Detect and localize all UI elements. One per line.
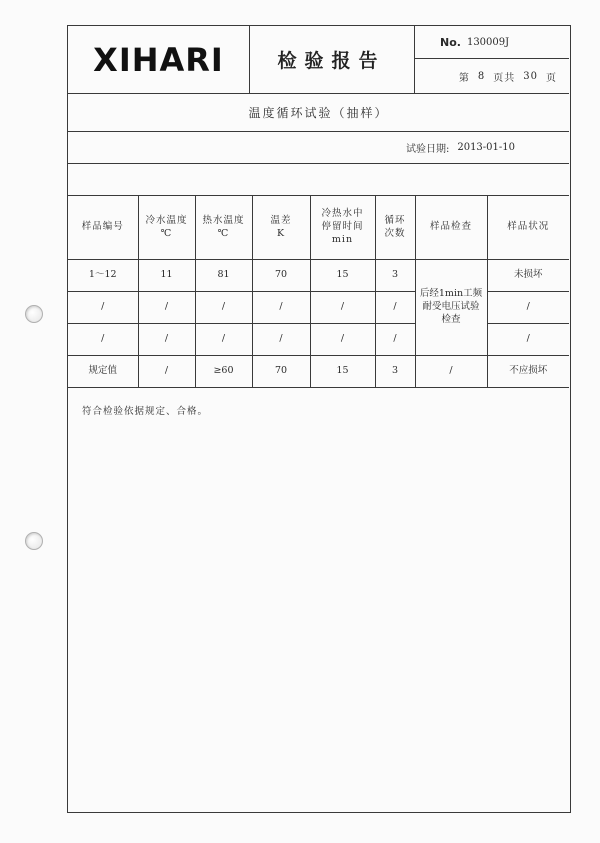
table-cell: / — [375, 324, 415, 356]
column-header-line: 温差 — [270, 214, 292, 226]
table-cell: / — [195, 292, 252, 324]
binder-hole-top — [25, 305, 43, 323]
blank-row — [68, 164, 569, 196]
column-header-line: min — [331, 233, 354, 245]
inspection-cell-line: 后经1min工频 — [419, 288, 483, 300]
spec-cell: / — [138, 356, 195, 388]
page-total: 30 — [523, 70, 538, 82]
column-header — [138, 196, 195, 260]
table-cell: / — [252, 292, 310, 324]
spec-cell: 3 — [375, 356, 415, 388]
column-header — [252, 196, 310, 260]
page-current: 8 — [477, 70, 486, 82]
page-mid: 页共 — [493, 72, 516, 84]
column-header-line: K — [276, 227, 286, 239]
column-header-line: 样品检查 — [429, 221, 472, 233]
column-header — [415, 196, 487, 260]
table-cell: 11 — [138, 260, 195, 292]
sample-status-cell: 未损坏 — [487, 260, 569, 292]
doc-no-label: No. — [440, 35, 461, 49]
test-date-row — [68, 132, 569, 164]
company-logo — [68, 26, 250, 93]
column-header-line: 样品编号 — [81, 221, 124, 233]
column-header-line: 次数 — [384, 227, 406, 239]
sample-status-cell: / — [487, 292, 569, 324]
page-suffix: 页 — [546, 72, 557, 84]
table-row — [68, 292, 569, 324]
table-cell: / — [310, 292, 375, 324]
column-header-line: 样品状况 — [507, 221, 550, 233]
doc-no-value: 130009J — [466, 36, 510, 48]
column-header-line: 冷水温度 — [145, 214, 188, 226]
inspection-cell — [415, 260, 487, 356]
test-date-label: 试验日期: — [405, 144, 450, 155]
column-header-line: 冷热水中 — [321, 208, 364, 220]
spec-cell: 70 — [252, 356, 310, 388]
sample-status-cell: / — [487, 324, 569, 356]
spec-cell: 15 — [310, 356, 375, 388]
test-date-value: 2013-01-10 — [457, 142, 515, 153]
table-cell: / — [375, 292, 415, 324]
column-header — [68, 196, 138, 260]
table-cell: 1～12 — [68, 260, 138, 292]
report-title: 检验报告 — [249, 26, 415, 93]
table-cell: 70 — [252, 260, 310, 292]
table-row — [68, 324, 569, 356]
table-cell: 15 — [310, 260, 375, 292]
results-table — [68, 196, 569, 388]
table-cell: 3 — [375, 260, 415, 292]
column-header-line: 循环 — [384, 214, 406, 226]
inspection-cell-line: 检查 — [441, 313, 461, 325]
column-header — [195, 196, 252, 260]
table-header-row — [68, 196, 569, 260]
column-header-line: ℃ — [217, 227, 230, 239]
binder-hole-bottom — [25, 532, 43, 550]
table-cell: / — [138, 324, 195, 356]
column-header — [487, 196, 569, 260]
table-row — [68, 260, 569, 292]
table-cell: / — [310, 324, 375, 356]
report-frame — [67, 25, 571, 813]
report-header — [68, 26, 569, 94]
document-number — [414, 26, 569, 59]
spec-row — [68, 356, 569, 388]
page-counter — [414, 59, 569, 93]
table-cell: / — [68, 292, 138, 324]
page-prefix: 第 — [458, 72, 470, 84]
spec-cell: 不应损坏 — [487, 356, 569, 388]
column-header-line: 停留时间 — [321, 221, 364, 233]
table-cell: / — [68, 324, 138, 356]
column-header — [375, 196, 415, 260]
table-cell: / — [138, 292, 195, 324]
remark-text: 符合检验依据规定、合格。 — [82, 406, 209, 417]
column-header-line: 热水温度 — [202, 214, 245, 226]
test-title: 温度循环试验（抽样） — [68, 93, 569, 132]
inspection-cell-line: 耐受电压试验 — [422, 301, 480, 313]
column-header-line: ℃ — [160, 227, 173, 239]
table-cell: / — [195, 324, 252, 356]
spec-cell: 规定值 — [68, 356, 138, 388]
logo-text: XIHARI — [93, 40, 224, 79]
table-cell: / — [252, 324, 310, 356]
table-cell: 81 — [195, 260, 252, 292]
spec-cell: / — [415, 356, 487, 388]
column-header — [310, 196, 375, 260]
spec-cell: ≥60 — [195, 356, 252, 388]
